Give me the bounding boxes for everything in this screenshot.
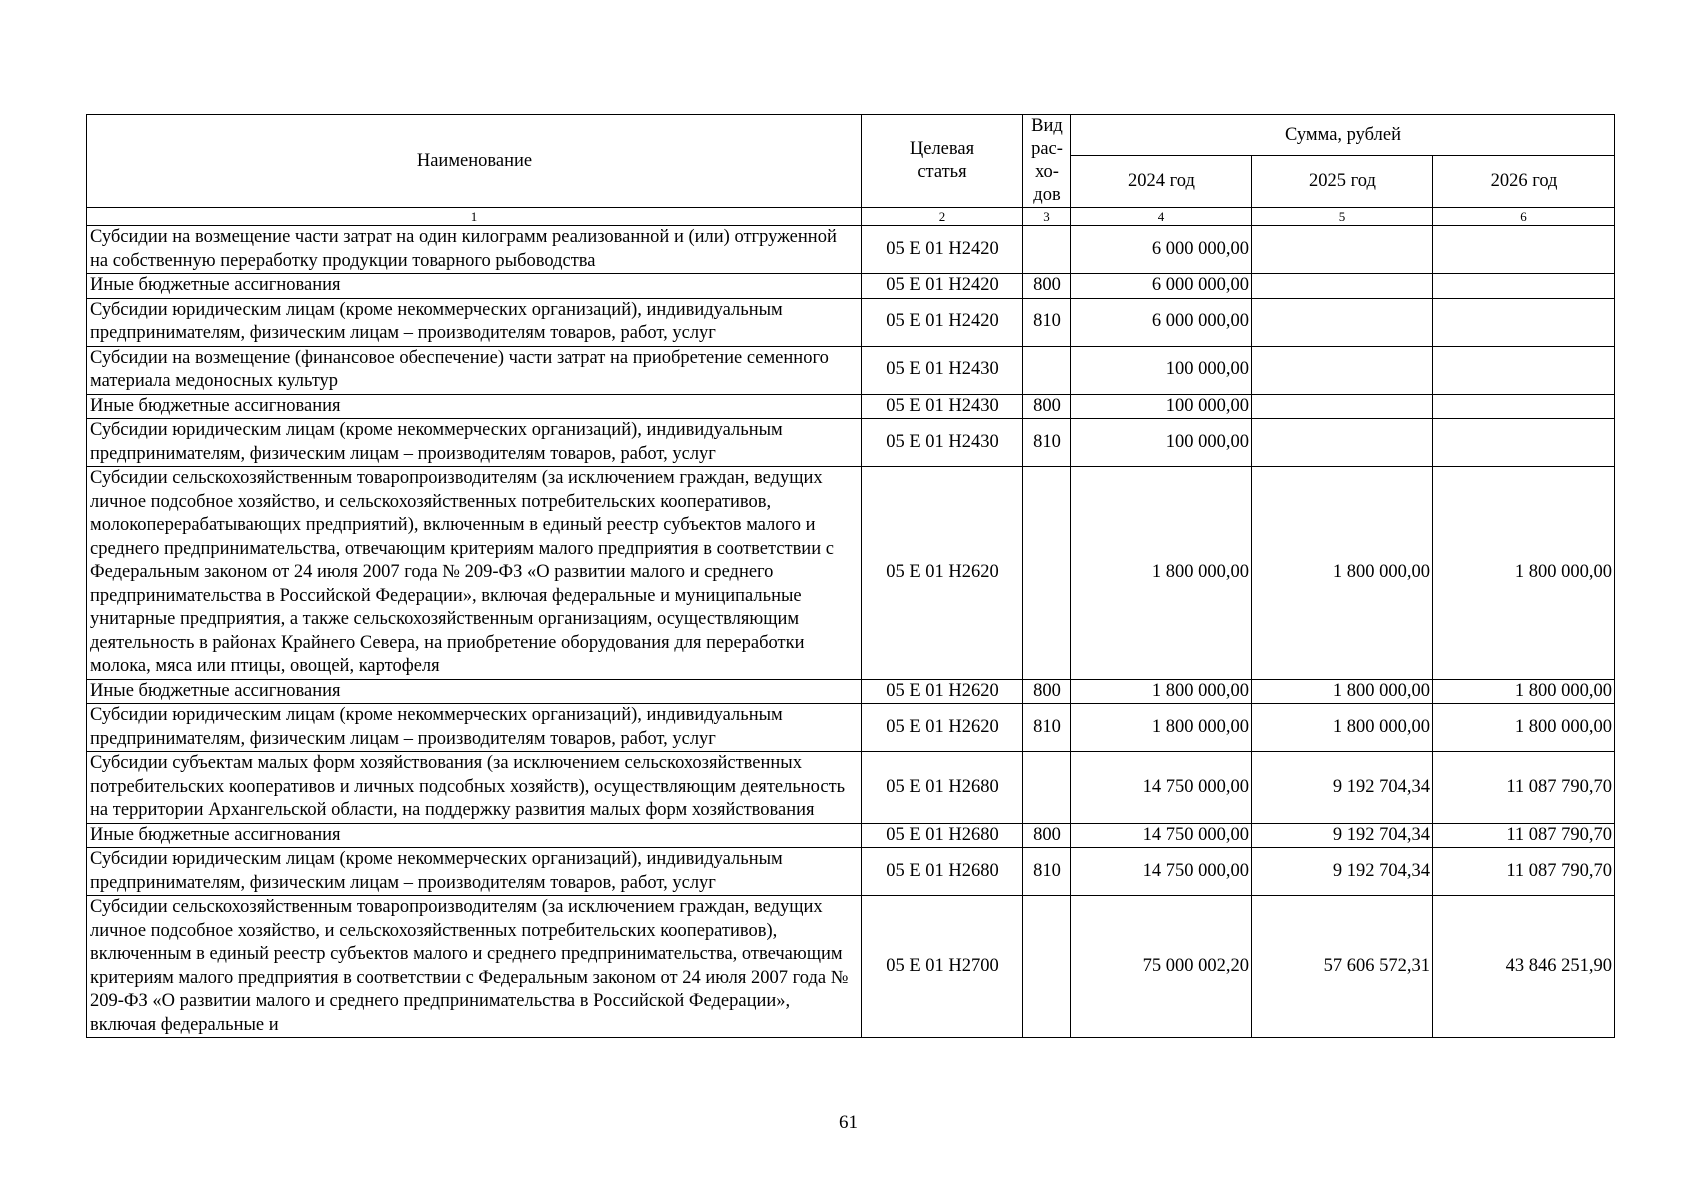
cell-amount-2026: 11 087 790,70 [1433, 752, 1615, 824]
table-header [87, 115, 1615, 226]
cell-name: Субсидии субъектам малых форм хозяйствования (за исключением сельскохозяйственных потребительских кооперативов и личных подсобных хозяйств), осуществляющим деятельность на территории Архангельской области, на поддержку развития малых форм хозяйствования [87, 752, 862, 824]
cell-expense-type: 800 [1023, 274, 1071, 299]
column-number: 1 [87, 208, 862, 226]
cell-amount-2026 [1433, 274, 1615, 299]
cell-amount-2024: 6 000 000,00 [1071, 298, 1252, 346]
cell-target-article: 05 Е 01 Н2700 [862, 896, 1023, 1038]
table-row [87, 704, 1615, 752]
cell-expense-type [1023, 226, 1071, 274]
cell-expense-type: 810 [1023, 298, 1071, 346]
cell-name: Иные бюджетные ассигнования [87, 823, 862, 848]
cell-amount-2024: 75 000 002,20 [1071, 896, 1252, 1038]
cell-name: Субсидии на возмещение части затрат на один килограмм реализованной и (или) отгруженной на собственную переработку продукции товарного рыбоводства [87, 226, 862, 274]
cell-amount-2025: 9 192 704,34 [1252, 823, 1433, 848]
header-name: Наименование [87, 115, 862, 208]
cell-amount-2024: 1 800 000,00 [1071, 679, 1252, 704]
cell-target-article: 05 Е 01 Н2680 [862, 752, 1023, 824]
table-row [87, 274, 1615, 299]
table-row [87, 896, 1615, 1038]
cell-amount-2025 [1252, 226, 1433, 274]
cell-amount-2024: 6 000 000,00 [1071, 226, 1252, 274]
cell-amount-2025 [1252, 274, 1433, 299]
cell-expense-type: 810 [1023, 848, 1071, 896]
column-number: 4 [1071, 208, 1252, 226]
table-body [87, 226, 1615, 1038]
cell-amount-2026: 11 087 790,70 [1433, 823, 1615, 848]
table-row [87, 394, 1615, 419]
header-expense-type-line: хо- [1035, 162, 1059, 182]
cell-target-article: 05 Е 01 Н2430 [862, 346, 1023, 394]
cell-target-article: 05 Е 01 Н2620 [862, 467, 1023, 680]
cell-name: Субсидии юридическим лицам (кроме некоммерческих организаций), индивидуальным предпринимателям, физическим лицам – производителям товаров, работ, услуг [87, 298, 862, 346]
cell-amount-2026: 11 087 790,70 [1433, 848, 1615, 896]
cell-amount-2026: 1 800 000,00 [1433, 467, 1615, 680]
cell-amount-2025 [1252, 394, 1433, 419]
cell-name: Иные бюджетные ассигнования [87, 274, 862, 299]
cell-expense-type: 810 [1023, 704, 1071, 752]
cell-amount-2025 [1252, 298, 1433, 346]
cell-expense-type [1023, 467, 1071, 680]
header-expense-type [1023, 115, 1071, 208]
table-row [87, 679, 1615, 704]
cell-name: Субсидии сельскохозяйственным товаропроизводителям (за исключением граждан, ведущих личное подсобное хозяйство, и сельскохозяйственных потребительских кооперативов, молокоперерабатывающих предприятий), включенным в единый реестр субъектов малого и среднего предпринимательства, отвечающим критериям малого предприятия в соответствии с Федеральным законом от 24 июля 2007 года № 209-ФЗ «О развитии малого и среднего предпринимательства в Российской Федерации», включая федеральные и муниципальные унитарные предприятия, а также сельскохозяйственным организациям, осуществляющим деятельность в районах Крайнего Севера, на приобретение оборудования для переработки молока, мяса или птицы, овощей, картофеля [87, 467, 862, 680]
cell-amount-2025: 1 800 000,00 [1252, 679, 1433, 704]
cell-target-article: 05 Е 01 Н2420 [862, 298, 1023, 346]
cell-amount-2025: 9 192 704,34 [1252, 752, 1433, 824]
cell-expense-type: 810 [1023, 419, 1071, 467]
cell-target-article: 05 Е 01 Н2620 [862, 704, 1023, 752]
cell-amount-2026: 1 800 000,00 [1433, 679, 1615, 704]
header-expense-type-line: рас- [1031, 139, 1063, 159]
cell-amount-2025: 1 800 000,00 [1252, 467, 1433, 680]
cell-amount-2024: 100 000,00 [1071, 419, 1252, 467]
cell-expense-type [1023, 896, 1071, 1038]
cell-name: Субсидии сельскохозяйственным товаропроизводителям (за исключением граждан, ведущих личное подсобное хозяйство, и сельскохозяйственных потребительских кооперативов), включенным в единый реестр субъектов малого и среднего предпринимательства, отвечающим критериям малого предприятия в соответствии с Федеральным законом от 24 июля 2007 года № 209-ФЗ «О развитии малого и среднего предпринимательства в Российской Федерации», включая федеральные и [87, 896, 862, 1038]
column-number-row [87, 208, 1615, 226]
table-row [87, 848, 1615, 896]
cell-amount-2025 [1252, 346, 1433, 394]
cell-amount-2024: 14 750 000,00 [1071, 848, 1252, 896]
cell-target-article: 05 Е 01 Н2680 [862, 848, 1023, 896]
cell-amount-2024: 6 000 000,00 [1071, 274, 1252, 299]
table-row [87, 467, 1615, 680]
column-number: 6 [1433, 208, 1615, 226]
table-row [87, 346, 1615, 394]
header-year-2026: 2026 год [1433, 156, 1615, 208]
cell-amount-2024: 14 750 000,00 [1071, 752, 1252, 824]
cell-target-article: 05 Е 01 Н2420 [862, 274, 1023, 299]
cell-expense-type: 800 [1023, 394, 1071, 419]
cell-target-article: 05 Е 01 Н2680 [862, 823, 1023, 848]
cell-target-article: 05 Е 01 Н2420 [862, 226, 1023, 274]
table-row [87, 298, 1615, 346]
header-target-article: Целевая статья [862, 115, 1023, 208]
cell-name: Субсидии юридическим лицам (кроме некоммерческих организаций), индивидуальным предпринимателям, физическим лицам – производителям товаров, работ, услуг [87, 848, 862, 896]
cell-amount-2025: 1 800 000,00 [1252, 704, 1433, 752]
cell-amount-2024: 100 000,00 [1071, 346, 1252, 394]
cell-expense-type: 800 [1023, 679, 1071, 704]
budget-table [86, 114, 1615, 1038]
cell-target-article: 05 Е 01 Н2430 [862, 419, 1023, 467]
column-number: 2 [862, 208, 1023, 226]
column-number: 5 [1252, 208, 1433, 226]
cell-expense-type [1023, 346, 1071, 394]
header-year-2025: 2025 год [1252, 156, 1433, 208]
cell-amount-2026: 1 800 000,00 [1433, 704, 1615, 752]
cell-amount-2026 [1433, 298, 1615, 346]
cell-amount-2025: 57 606 572,31 [1252, 896, 1433, 1038]
table-row [87, 419, 1615, 467]
cell-name: Субсидии юридическим лицам (кроме некоммерческих организаций), индивидуальным предпринимателям, физическим лицам – производителям товаров, работ, услуг [87, 704, 862, 752]
page-number: 61 [839, 1112, 858, 1133]
cell-amount-2024: 100 000,00 [1071, 394, 1252, 419]
cell-amount-2026 [1433, 419, 1615, 467]
cell-name: Субсидии на возмещение (финансовое обеспечение) части затрат на приобретение семенного материала медоносных культур [87, 346, 862, 394]
cell-amount-2026 [1433, 226, 1615, 274]
header-expense-type-line: дов [1033, 185, 1061, 205]
cell-amount-2026: 43 846 251,90 [1433, 896, 1615, 1038]
header-year-2024: 2024 год [1071, 156, 1252, 208]
cell-target-article: 05 Е 01 Н2430 [862, 394, 1023, 419]
cell-amount-2025: 9 192 704,34 [1252, 848, 1433, 896]
cell-name: Иные бюджетные ассигнования [87, 394, 862, 419]
cell-expense-type [1023, 752, 1071, 824]
table-row [87, 752, 1615, 824]
cell-name: Субсидии юридическим лицам (кроме некоммерческих организаций), индивидуальным предпринимателям, физическим лицам – производителям товаров, работ, услуг [87, 419, 862, 467]
column-number: 3 [1023, 208, 1071, 226]
table-row [87, 823, 1615, 848]
cell-amount-2024: 14 750 000,00 [1071, 823, 1252, 848]
table-row [87, 226, 1615, 274]
cell-target-article: 05 Е 01 Н2620 [862, 679, 1023, 704]
cell-expense-type: 800 [1023, 823, 1071, 848]
cell-amount-2026 [1433, 346, 1615, 394]
cell-amount-2026 [1433, 394, 1615, 419]
cell-amount-2024: 1 800 000,00 [1071, 704, 1252, 752]
cell-amount-2024: 1 800 000,00 [1071, 467, 1252, 680]
cell-amount-2025 [1252, 419, 1433, 467]
header-expense-type-line: Вид [1031, 116, 1063, 136]
header-sum-group: Сумма, рублей [1071, 115, 1615, 156]
cell-name: Иные бюджетные ассигнования [87, 679, 862, 704]
